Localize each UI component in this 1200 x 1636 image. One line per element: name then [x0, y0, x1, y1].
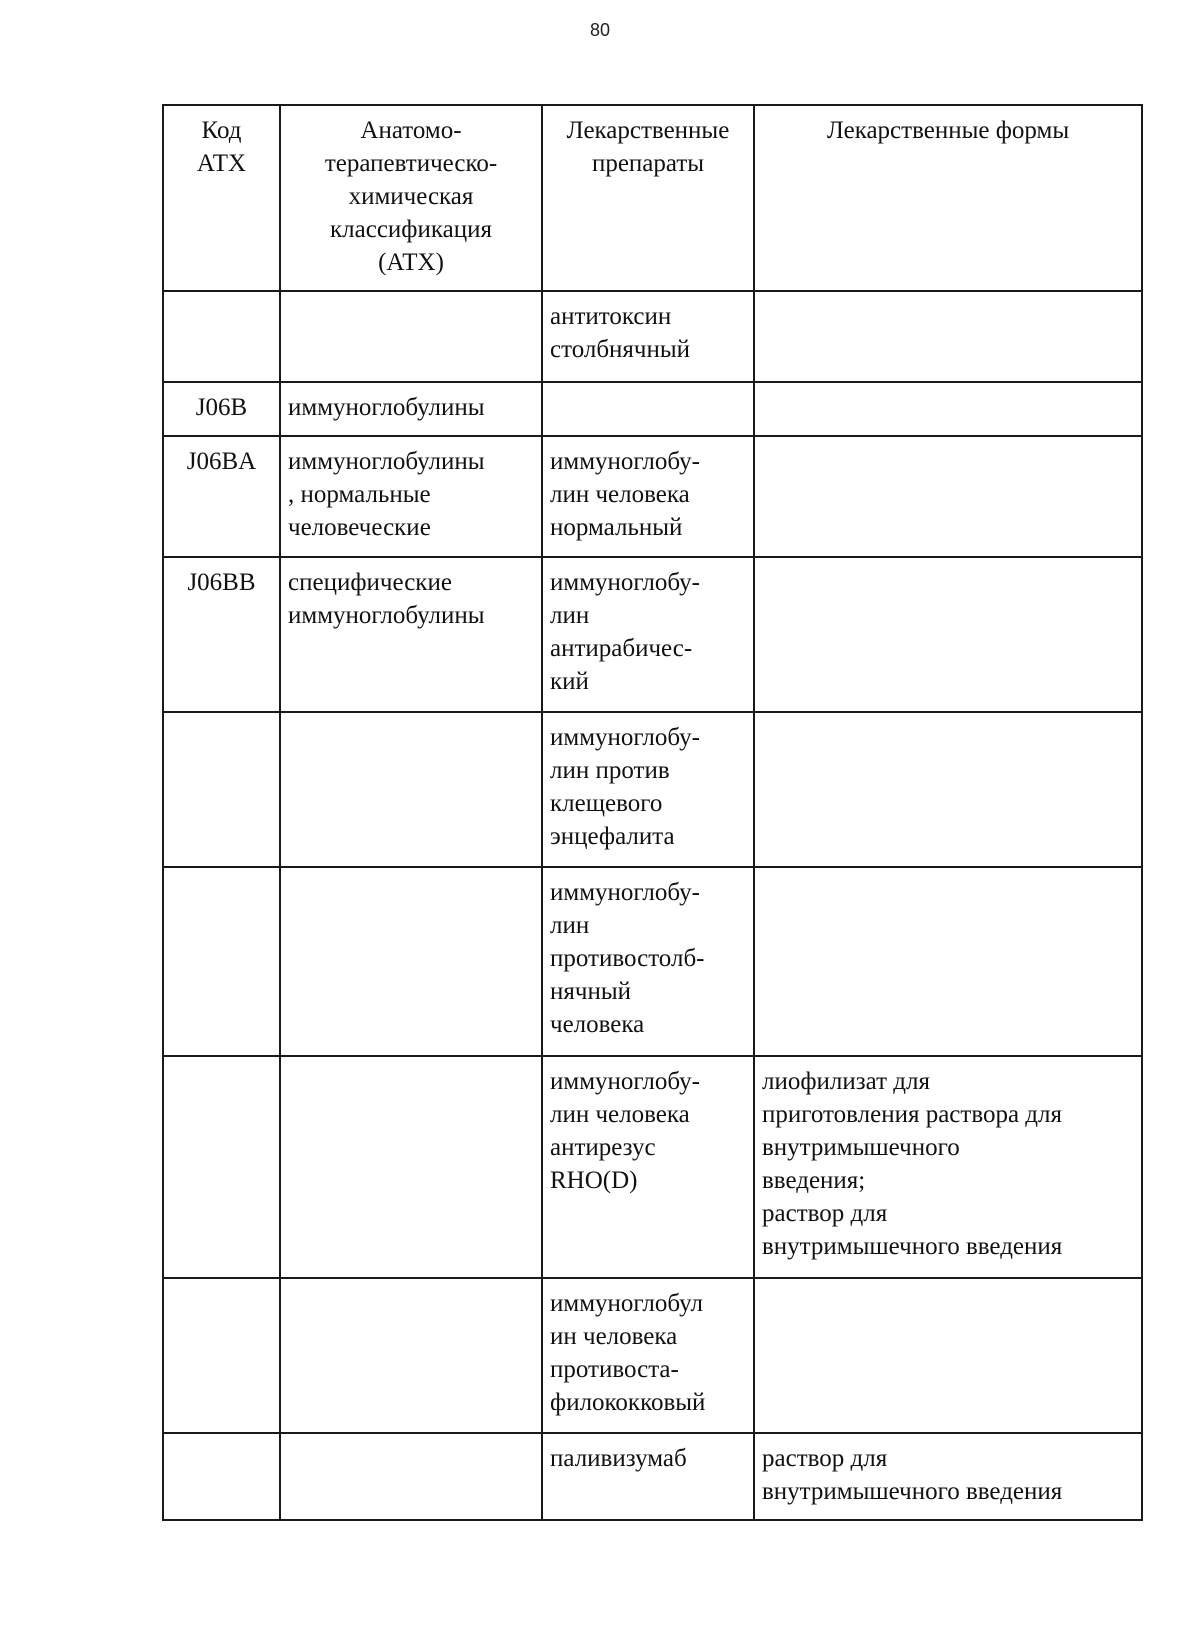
cell-classification: [280, 291, 542, 382]
cell-classification: [280, 1433, 542, 1520]
cell-drug: иммуноглобул ин человека противоста- филококковый: [542, 1278, 754, 1433]
cell-classification: [280, 867, 542, 1056]
table-row: [163, 436, 1142, 557]
cell-drug: иммуноглобу- лин человека нормальный: [542, 436, 754, 557]
cell-forms: [754, 557, 1142, 712]
cell-forms: [754, 712, 1142, 867]
cell-forms: [754, 1278, 1142, 1433]
table-row: [163, 1433, 1142, 1520]
table-row: [163, 1056, 1142, 1278]
table-row: [163, 1278, 1142, 1433]
cell-forms: лиофилизат для приготовления раствора для внутримышечного введения; раствор для внутримышечного введения: [754, 1056, 1142, 1278]
cell-code: [163, 291, 280, 382]
cell-forms: [754, 291, 1142, 382]
cell-forms: [754, 436, 1142, 557]
cell-forms: [754, 382, 1142, 436]
cell-classification: [280, 1056, 542, 1278]
cell-code: [163, 1056, 280, 1278]
header-forms: Лекарственные формы: [754, 105, 1142, 291]
cell-forms: раствор для внутримышечного введения: [754, 1433, 1142, 1520]
cell-classification: [280, 712, 542, 867]
header-row: [163, 105, 1142, 291]
table-row: [163, 712, 1142, 867]
cell-drug: иммуноглобу- лин противостолб- нячный человека: [542, 867, 754, 1056]
table-row: [163, 382, 1142, 436]
header-classification: Анатомо- терапевтическо- химическая классификация (АТХ): [280, 105, 542, 291]
table-row: [163, 867, 1142, 1056]
table-row: [163, 291, 1142, 382]
cell-forms: [754, 867, 1142, 1056]
cell-drug: [542, 382, 754, 436]
cell-code: J06B: [163, 382, 280, 436]
atx-table: [162, 104, 1143, 1521]
table-row: [163, 557, 1142, 712]
cell-code: [163, 867, 280, 1056]
cell-classification: специфические иммуноглобулины: [280, 557, 542, 712]
cell-drug: иммуноглобу- лин антирабичес- кий: [542, 557, 754, 712]
header-drugs: Лекарственные препараты: [542, 105, 754, 291]
table-header: [163, 105, 1142, 291]
cell-code: [163, 712, 280, 867]
cell-classification: иммуноглобулины: [280, 382, 542, 436]
cell-drug: иммуноглобу- лин против клещевого энцефалита: [542, 712, 754, 867]
cell-drug: антитоксин столбнячный: [542, 291, 754, 382]
cell-code: [163, 1433, 280, 1520]
header-code: Код АТХ: [163, 105, 280, 291]
cell-classification: [280, 1278, 542, 1433]
cell-drug: иммуноглобу- лин человека антирезус RHO(D): [542, 1056, 754, 1278]
cell-code: J06BB: [163, 557, 280, 712]
cell-code: [163, 1278, 280, 1433]
table-body: [163, 291, 1142, 1520]
cell-classification: иммуноглобулины , нормальные человеческие: [280, 436, 542, 557]
cell-drug: паливизумаб: [542, 1433, 754, 1520]
cell-code: J06BA: [163, 436, 280, 557]
page-number: 80: [589, 20, 611, 40]
